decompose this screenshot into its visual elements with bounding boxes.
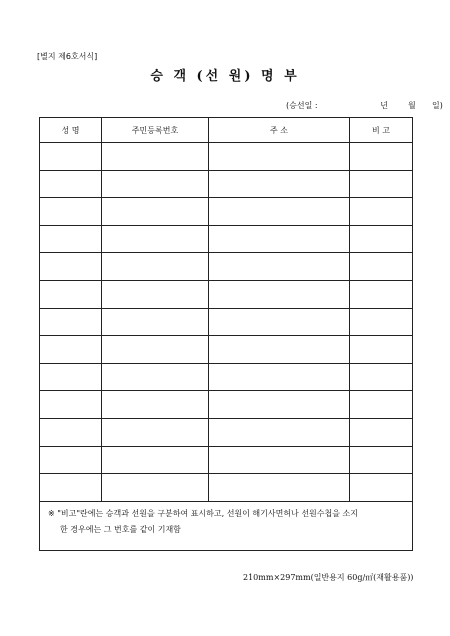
header-name: 성 명 — [40, 118, 102, 143]
date-year-label: 년 — [380, 101, 388, 110]
table-row — [40, 418, 413, 446]
name-cell[interactable] — [40, 418, 102, 446]
form-number: [별지 제6호서식] — [37, 52, 98, 61]
table-row — [40, 474, 413, 502]
address-cell[interactable] — [209, 225, 350, 253]
resident-number-cell[interactable] — [102, 418, 209, 446]
resident-number-cell[interactable] — [102, 446, 209, 474]
table-row — [40, 143, 413, 171]
name-cell[interactable] — [40, 170, 102, 198]
remarks-cell[interactable] — [350, 308, 413, 336]
table-row — [40, 336, 413, 364]
resident-number-cell[interactable] — [102, 198, 209, 226]
name-cell[interactable] — [40, 446, 102, 474]
resident-number-cell[interactable] — [102, 143, 209, 171]
address-cell[interactable] — [209, 253, 350, 281]
address-cell[interactable] — [209, 418, 350, 446]
resident-number-cell[interactable] — [102, 253, 209, 281]
name-cell[interactable] — [40, 198, 102, 226]
note-line-1: ※ "비고"란에는 승객과 선원을 구분하여 표시하고, 선원이 해기사면허나 선원수첩을 소지 — [48, 508, 358, 518]
table-row — [40, 170, 413, 198]
resident-number-cell[interactable] — [102, 363, 209, 391]
boarding-date-line — [286, 100, 443, 111]
passenger-roster-table — [39, 117, 413, 551]
table-row — [40, 446, 413, 474]
remarks-cell[interactable] — [350, 418, 413, 446]
resident-number-cell[interactable] — [102, 225, 209, 253]
name-cell[interactable] — [40, 336, 102, 364]
paper-spec-footer: 210mm×297mm(일반용지 60g/㎡(재활용품)) — [243, 573, 414, 582]
address-cell[interactable] — [209, 446, 350, 474]
header-address: 주 소 — [209, 118, 350, 143]
address-cell[interactable] — [209, 391, 350, 419]
date-month-label: 월 — [408, 101, 416, 110]
name-cell[interactable] — [40, 225, 102, 253]
table-row — [40, 198, 413, 226]
resident-number-cell[interactable] — [102, 336, 209, 364]
remarks-cell[interactable] — [350, 474, 413, 502]
resident-number-cell[interactable] — [102, 308, 209, 336]
name-cell[interactable] — [40, 363, 102, 391]
table-header-row — [40, 118, 413, 143]
remarks-cell[interactable] — [350, 446, 413, 474]
table-row — [40, 391, 413, 419]
remarks-cell[interactable] — [350, 391, 413, 419]
name-cell[interactable] — [40, 391, 102, 419]
address-cell[interactable] — [209, 170, 350, 198]
remarks-cell[interactable] — [350, 253, 413, 281]
table-row — [40, 225, 413, 253]
resident-number-cell[interactable] — [102, 170, 209, 198]
remarks-cell[interactable] — [350, 198, 413, 226]
date-day-label: 일) — [432, 101, 443, 110]
address-cell[interactable] — [209, 363, 350, 391]
name-cell[interactable] — [40, 474, 102, 502]
table-row — [40, 253, 413, 281]
resident-number-cell[interactable] — [102, 391, 209, 419]
header-remarks: 비 고 — [350, 118, 413, 143]
note-line-2: 한 경우에는 그 번호를 같이 기재함 — [60, 524, 181, 534]
note-cell — [40, 501, 413, 550]
remarks-cell[interactable] — [350, 336, 413, 364]
table-row — [40, 280, 413, 308]
note-row — [40, 501, 413, 550]
name-cell[interactable] — [40, 308, 102, 336]
name-cell[interactable] — [40, 143, 102, 171]
address-cell[interactable] — [209, 198, 350, 226]
address-cell[interactable] — [209, 280, 350, 308]
name-cell[interactable] — [40, 280, 102, 308]
name-cell[interactable] — [40, 253, 102, 281]
table-row — [40, 308, 413, 336]
address-cell[interactable] — [209, 308, 350, 336]
header-resident-number: 주민등록번호 — [102, 118, 209, 143]
remarks-cell[interactable] — [350, 170, 413, 198]
address-cell[interactable] — [209, 474, 350, 502]
remarks-cell[interactable] — [350, 280, 413, 308]
address-cell[interactable] — [209, 143, 350, 171]
date-label: (승선일 : — [286, 101, 318, 110]
remarks-cell[interactable] — [350, 225, 413, 253]
remarks-cell[interactable] — [350, 363, 413, 391]
resident-number-cell[interactable] — [102, 280, 209, 308]
table-row — [40, 363, 413, 391]
address-cell[interactable] — [209, 336, 350, 364]
page-title: 승 객 (선 원) 명 부 — [150, 69, 300, 84]
remarks-cell[interactable] — [350, 143, 413, 171]
resident-number-cell[interactable] — [102, 474, 209, 502]
